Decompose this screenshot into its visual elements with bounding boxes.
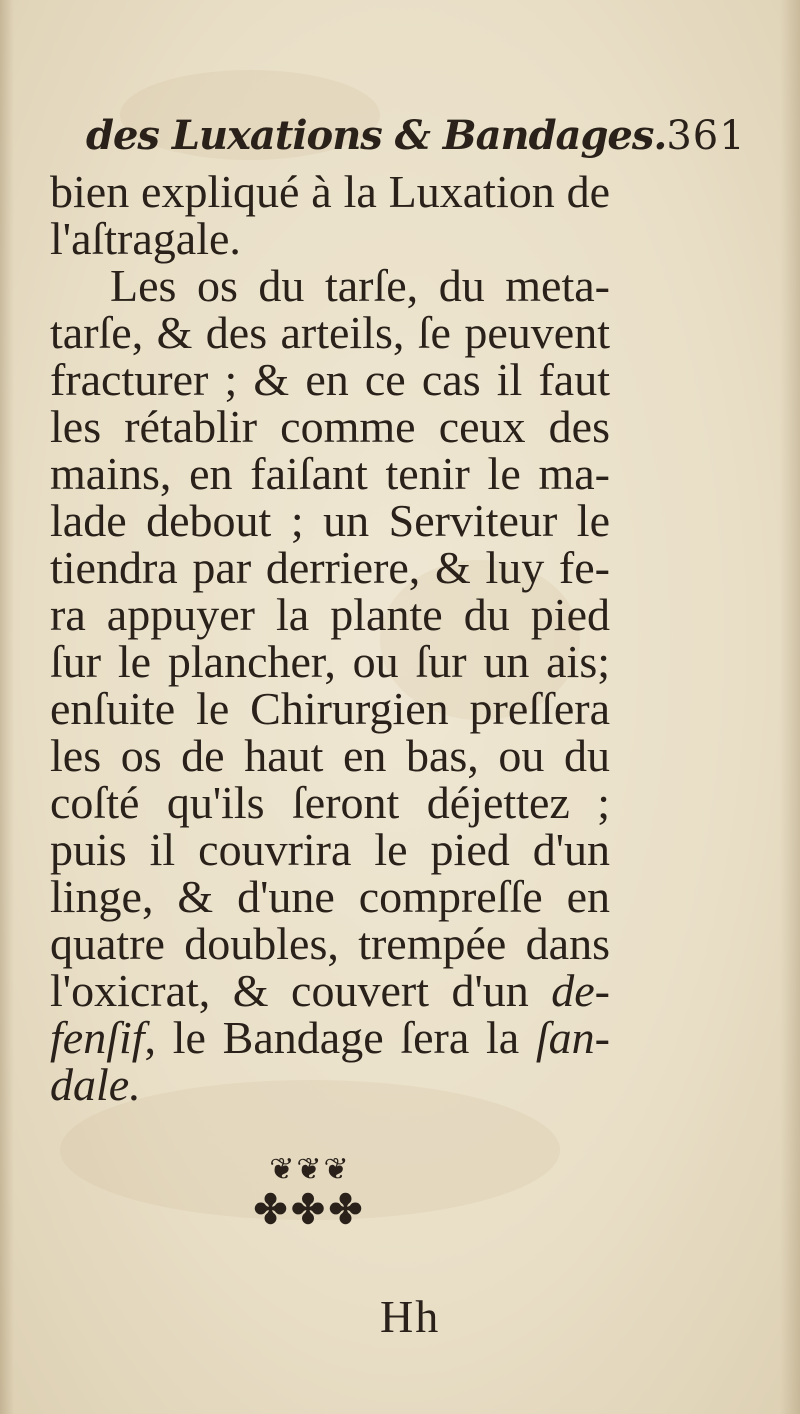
text-line: fracturer ; & en ce cas il faut [50,354,610,405]
text-line: lade debout ; un Serviteur le [50,495,610,546]
signature-mark: Hh [380,1291,441,1342]
italic-word: de- [551,965,610,1016]
text-line: ſur le plancher, ou ſur un ais; [50,636,610,687]
text-line: ra appuyer la plante du pied [50,589,610,640]
text-line: enſuite le Chirurgien preſſera [50,683,610,734]
text-line: linge, & d'une compreſſe en [50,871,610,922]
ornament-fleuron-row: ✤✤✤ [253,1186,367,1233]
text-line: les os de haut en bas, ou du [50,730,610,781]
ornament-fleuron-row: ❦❦❦ [269,1152,351,1187]
text-line: tarſe, & des arteils, ſe peuvent [50,307,610,358]
text-line: quatre doubles, trempée dans [50,918,610,969]
italic-word: dale. [50,1059,141,1110]
text-segment: , le Bandage ſera la [144,1012,520,1063]
page-shadow-right [780,0,800,1414]
page-number: 361 [666,113,746,159]
text-line: l'aſtragale. [50,213,241,264]
text-line-final [50,1061,610,1108]
body-text [50,168,610,1108]
text-segment: l'oxicrat, & couvert d'un [50,965,529,1016]
text-line: les rétablir comme ceux des [50,401,610,452]
text-line: mains, en faiſant tenir le ma- [50,448,610,499]
text-line-with-italic [50,967,610,1014]
running-head-title: des Luxations & Bandages. [86,112,667,159]
italic-word: ſan- [535,1012,610,1063]
running-head [86,112,746,159]
text-line: tiendra par derriere, & luy fe- [50,542,610,593]
text-line: Les os du tarſe, du meta- [110,260,610,311]
text-line: puis il couvrira le pied d'un [50,824,610,875]
page-shadow-left [0,0,14,1414]
italic-word: fenſif [50,1012,145,1063]
text-line-with-italic [50,1014,610,1061]
text-line: coſté qu'ils ſeront déjettez ; [50,777,610,828]
text-line: bien expliqué à la Luxation de [50,166,610,217]
